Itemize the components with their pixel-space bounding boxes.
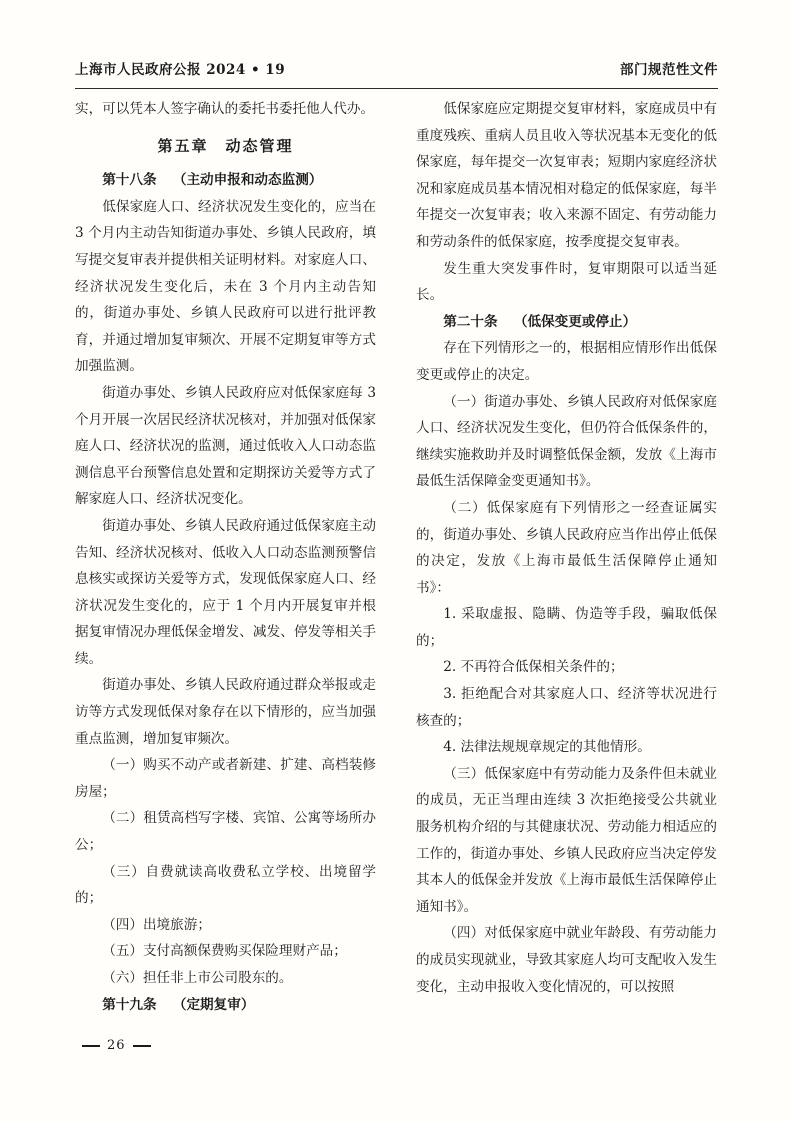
list-item: （二）租赁高档写字楼、宾馆、公寓等场所办公； <box>75 810 376 854</box>
paragraph: 低保家庭人口、经济状况发生变化的，应当在 3 个月内主动告知街道办事处、乡镇人民政府，填写提交复审表并提供相关证明材料。对家庭人口、经济状况发生变化后，未在 3 个月内主动告知的，街道办事处、乡镇人民政府可以进行批评教育，并通过增加复审频次、开展不定期复审等方式加强监测。 <box>75 198 376 375</box>
continuation-paragraph: 实，可以凭本人签字确认的委托书委托他人代办。 <box>75 101 375 117</box>
article-19-subtitle: （定期复审） <box>172 996 255 1013</box>
right-column <box>416 96 717 1036</box>
dash-right-icon <box>133 1045 151 1047</box>
paragraph: 发生重大突发事件时，复审期限可以适当延长。 <box>416 260 717 304</box>
dash-left-icon <box>82 1045 100 1047</box>
article-18-number: 第十八条 <box>102 172 157 189</box>
left-column <box>75 96 376 1036</box>
article-19-number: 第十九条 <box>102 996 157 1013</box>
page-header <box>75 58 718 78</box>
page-number: 26 <box>107 1038 126 1053</box>
paragraph: 街道办事处、乡镇人民政府通过低保家庭主动告知、经济状况核对、低收入人口动态监测预警信息核实或探访关爱等方式，发现低保家庭人口、经济状况发生变化的，应于 1 个月内开展复审并根据复审情况办理低保金增发、减发、停发等相关手续。 <box>75 517 376 667</box>
list-item: （二）低保家庭有下列情形之一经查证属实的，街道办事处、乡镇人民政府应当作出停止低保的决定，发放《上海市最低生活保障停止通知书》： <box>416 499 717 596</box>
article-18-heading <box>75 167 376 194</box>
sub-list-item: 4. 法律法规规章规定的其他情形。 <box>443 739 651 756</box>
list-item: （四）对低保家庭中就业年龄段、有劳动能力的成员实现就业，导致其家庭人均可支配收入发生变化，主动申报收入变化情况的，可以按照 <box>416 925 717 995</box>
article-19-heading <box>75 992 376 1019</box>
page-number-group <box>75 1038 158 1053</box>
list-item: （一）购买不动产或者新建、扩建、高档装修房屋； <box>75 757 376 800</box>
paragraph: 存在下列情形之一的，根据相应情形作出低保变更或停止的决定。 <box>416 340 717 383</box>
header-publication-title: 上海市人民政府公报 2024 • 19 <box>75 62 286 78</box>
page-footer <box>75 1038 718 1053</box>
article-20-number: 第二十条 <box>443 313 498 330</box>
list-item: （三）自费就读高收费私立学校、出境留学的； <box>75 863 376 907</box>
two-column-body <box>75 96 718 1036</box>
article-20-subtitle: （低保变更或停止） <box>513 313 637 330</box>
header-section-title: 部门规范性文件 <box>620 62 718 78</box>
header-divider <box>75 88 718 89</box>
paragraph: 低保家庭应定期提交复审材料，家庭成员中有重度残疾、重病人员且收入等状况基本无变化的低保家庭，每年提交一次复审表；短期内家庭经济状况和家庭成员基本情况相对稳定的低保家庭，每半年提交一次复审表；收入来源不固定、有劳动能力和劳动条件的低保家庭，按季度提交复审表。 <box>416 101 717 250</box>
sub-list-item: 3. 拒绝配合对其家庭人口、经济等状况进行核查的； <box>416 686 717 729</box>
list-item: （六）担任非上市公司股东的。 <box>102 970 293 986</box>
article-18-subtitle: （主动申报和动态监测） <box>172 172 323 189</box>
list-item: （一）街道办事处、乡镇人民政府对低保家庭人口、经济状况发生变化，但仍符合低保条件的，继续实施救助并及时调整低保金额，发放《上海市最低生活保障金变更通知书》。 <box>416 393 717 490</box>
sub-list-item: 1. 采取虚报、隐瞒、伪造等手段，骗取低保的； <box>416 606 717 649</box>
list-item: （五）支付高额保费购买保险理财产品； <box>102 943 347 960</box>
sub-list-item: 2. 不再符合低保相关条件的； <box>443 659 624 676</box>
list-item: （四）出境旅游； <box>102 916 211 933</box>
chapter-title: 第五章 动态管理 <box>157 136 294 155</box>
paragraph: 街道办事处、乡镇人民政府应对低保家庭每 3 个月开展一次居民经济状况核对，并加强对低保家庭人口、经济状况的监测，通过低收入人口动态监测信息平台预警信息处置和定期探访关爱等方式了解家庭人口、经济状况变化。 <box>75 384 376 508</box>
paragraph: 街道办事处、乡镇人民政府通过群众举报或走访等方式发现低保对象存在以下情形的，应当加强重点监测，增加复审频次。 <box>75 677 376 747</box>
article-20-heading <box>416 309 717 336</box>
list-item: （三）低保家庭中有劳动能力及条件但未就业的成员，无正当理由连续 3 次拒绝接受公共就业服务机构介绍的与其健康状况、劳动能力相适应的工作的，街道办事处、乡镇人民政府应当决定停发其本人的低保金并发放《上海市最低生活保障停止通知书》。 <box>416 765 717 915</box>
